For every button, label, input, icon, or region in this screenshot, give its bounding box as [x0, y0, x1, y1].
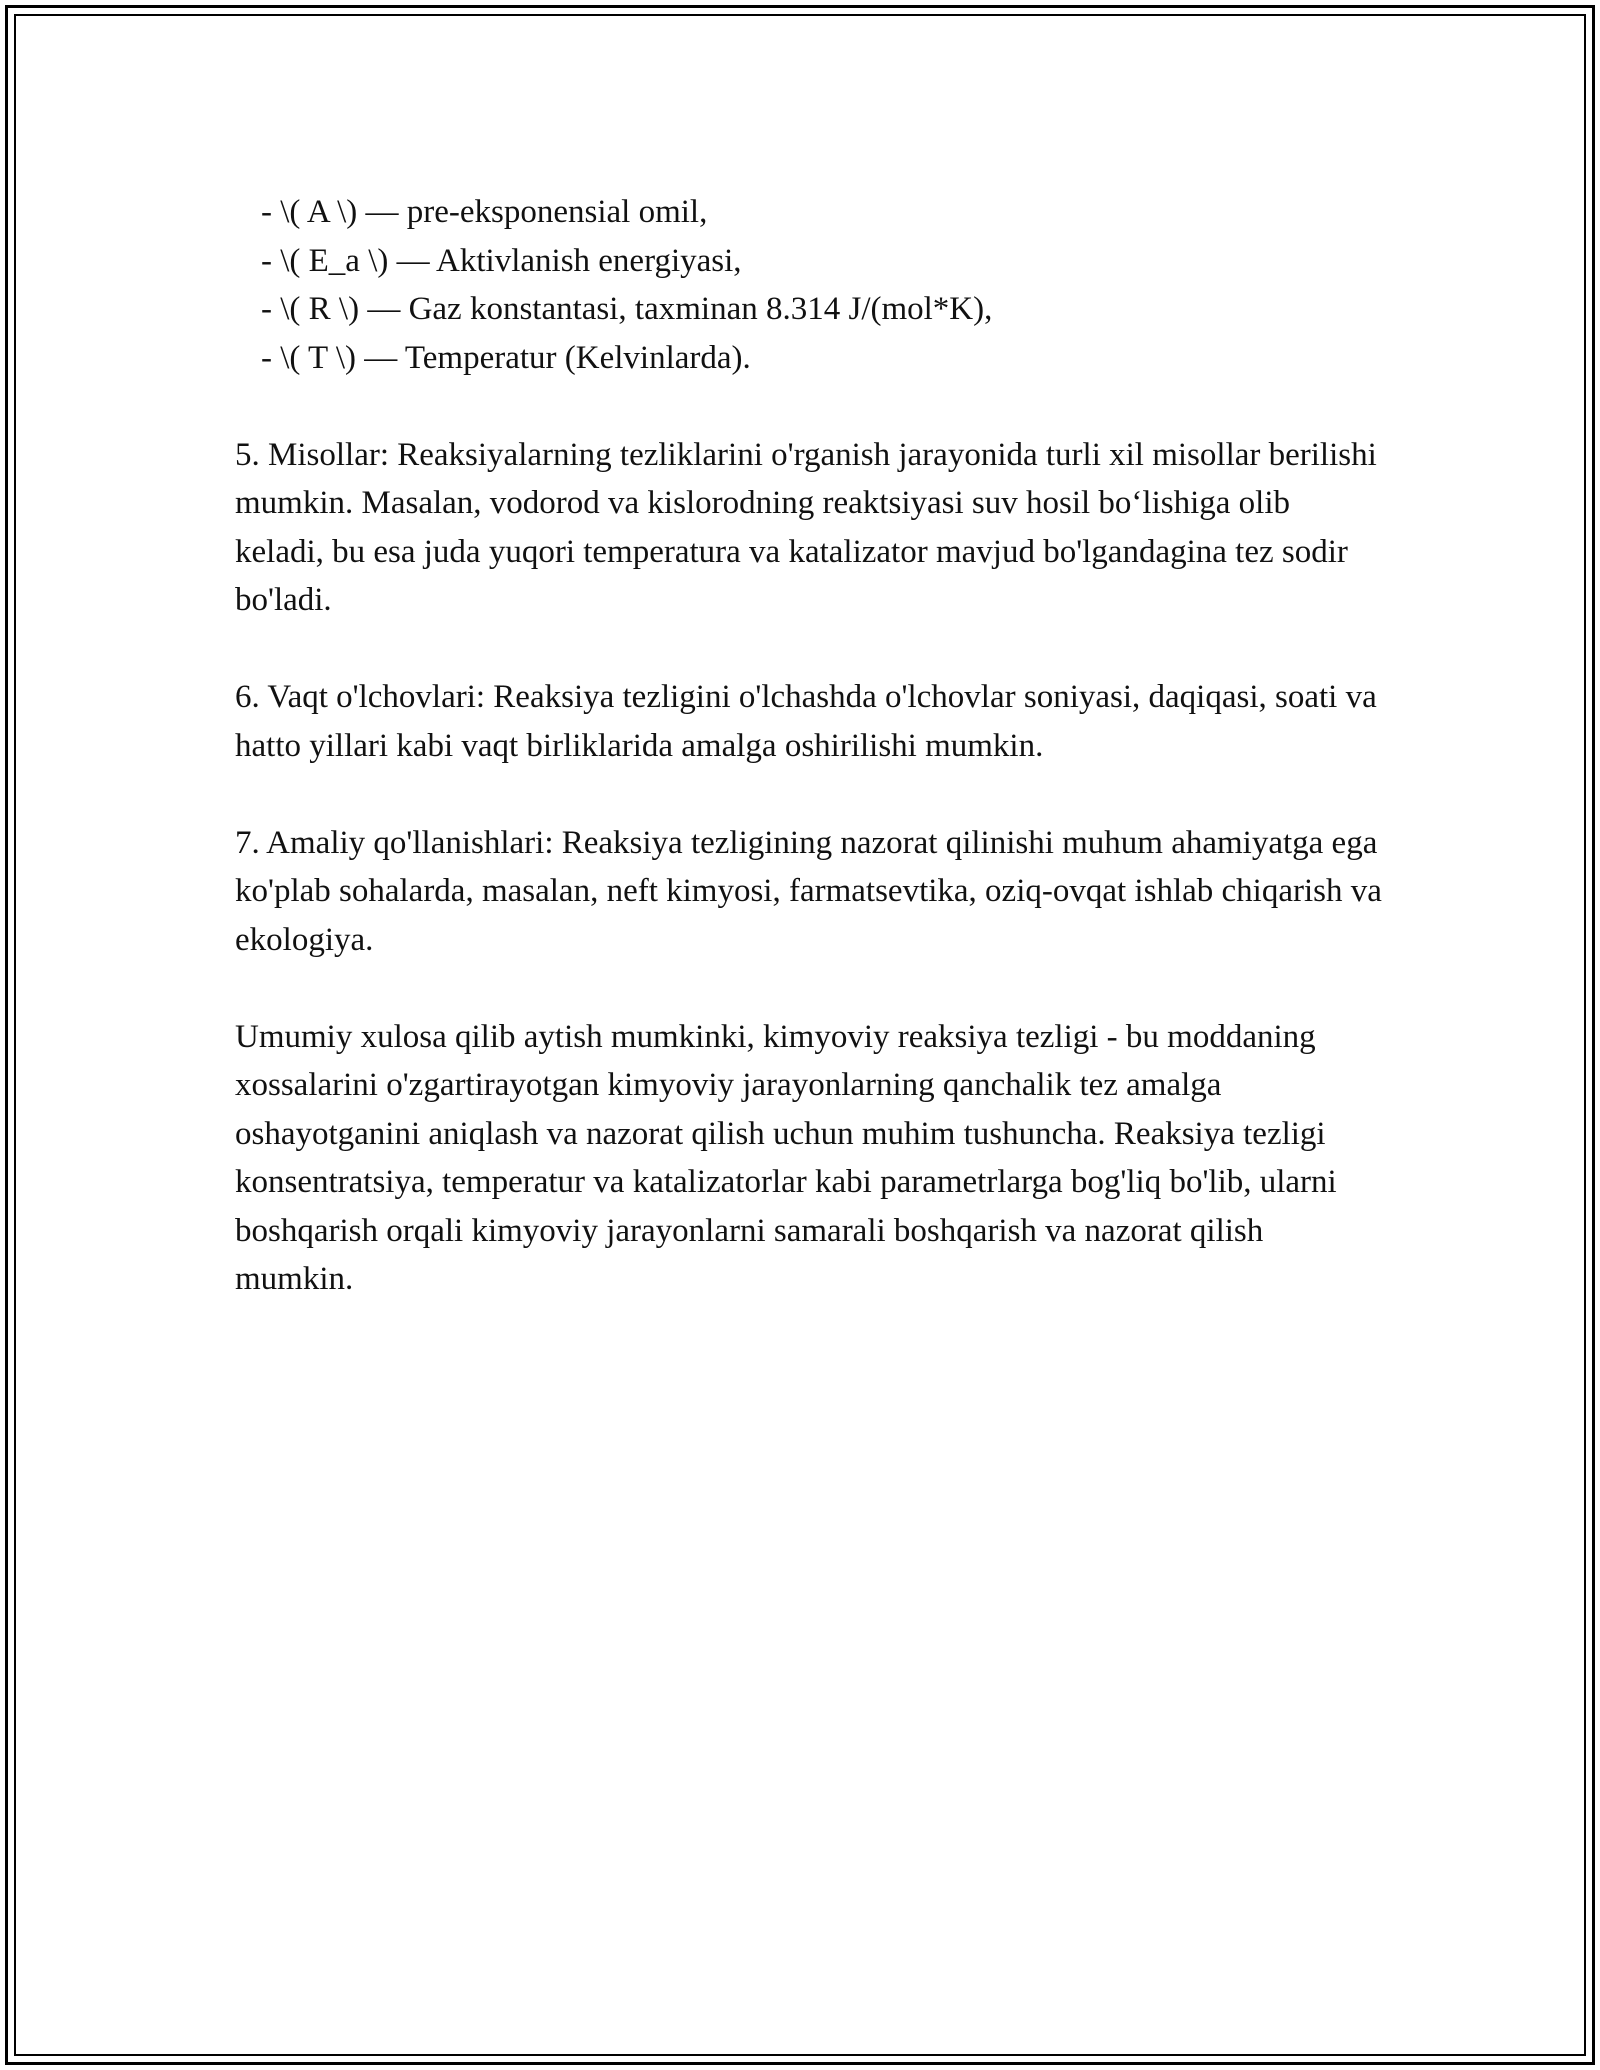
paragraph-vaqt-olchovlari: 6. Vaqt o'lchovlari: Reaksiya tezligini o'lchashda o'lchovlar soniyasi, daqiqasi, soati va hatto yillari kabi vaqt birliklarida amalga oshirilishi mumkin.: [235, 679, 1377, 764]
paragraph-amaliy-qollanishlari: 7. Amaliy qo'llanishlari: Reaksiya tezligining nazorat qilinishi muhum ahamiyatga ega ko'plab sohalarda, masalan, neft kimyosi, farmatsevtika, oziq-ovqat ishlab chiqarish va ekologiya.: [235, 824, 1382, 958]
variable-t: - \( T \) — Temperatur (Kelvinlarda).: [261, 339, 751, 376]
variable-ea: - \( E_a \) — Aktivlanish energiyasi,: [261, 242, 742, 279]
paragraph-misollar: 5. Misollar: Reaksiyalarning tezliklarini o'rganish jarayonida turli xil misollar berilishi mumkin. Masalan, vodorod va kislorodning reaktsiyasi suv hosil bo‘lishiga olib keladi, bu esa juda yuqori temperatura va katalizator mavjud bo'lgandagina tez sodir bo'ladi.: [235, 436, 1377, 618]
variable-a: - \( A \) — pre-eksponensial omil,: [261, 194, 708, 230]
variable-r: - \( R \) — Gaz konstantasi, taxminan 8.314 J/(mol*K),: [261, 291, 993, 327]
variable-list: [235, 188, 1385, 382]
document-body: [235, 188, 1385, 1304]
paragraph-umumiy-xulosa: Umumiy xulosa qilib aytish mumkinki, kimyoviy reaksiya tezligi - bu moddaning xossalarini o'zgartirayotgan kimyoviy jarayonlarning qanchalik tez amalga oshayotganini aniqlash va nazorat qilish uchun muhim tushuncha. Reaksiya tezligi konsentratsiya, temperatur va katalizatorlar kabi parametrlarga bog'liq bo'lib, ularni boshqarish orqali kimyoviy jarayonlarni samarali boshqarish va nazorat qilish mumkin.: [235, 1018, 1337, 1297]
